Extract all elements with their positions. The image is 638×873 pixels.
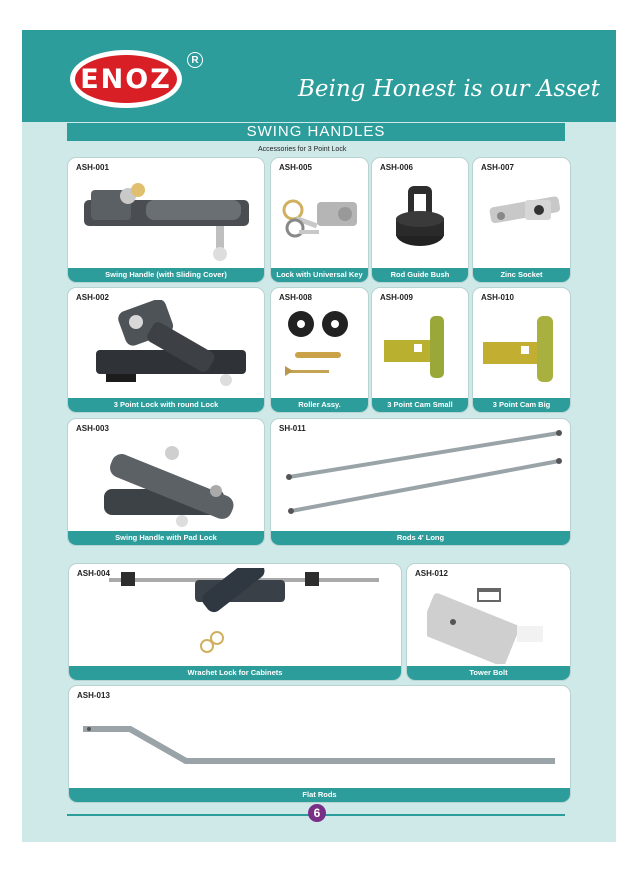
product-caption: Flat Rods [69, 788, 570, 802]
product-code: SH-011 [279, 424, 306, 433]
header-banner [22, 30, 616, 122]
wrachet-lock-image [99, 568, 389, 664]
product-caption: Rod Guide Bush [372, 268, 468, 282]
product-code: ASH-013 [77, 691, 110, 700]
product-caption: Lock with Universal Key [271, 268, 368, 282]
page-number: 6 [308, 804, 326, 822]
product-caption: Zinc Socket [473, 268, 570, 282]
product-card-ash-010 [472, 287, 571, 413]
cam-small-image [376, 302, 464, 392]
product-card-ash-003 [67, 418, 265, 546]
product-card-sh-011 [270, 418, 571, 546]
swing-handle-image [76, 170, 256, 266]
product-code: ASH-006 [380, 163, 413, 172]
product-card-ash-012 [406, 563, 571, 681]
product-caption: Swing Handle (with Sliding Cover) [68, 268, 264, 282]
product-card-ash-005 [270, 157, 369, 283]
product-code: ASH-010 [481, 293, 514, 302]
product-caption: Tower Bolt [407, 666, 570, 680]
rod-guide-bush-image [376, 172, 464, 262]
product-code: ASH-002 [76, 293, 109, 302]
tower-bolt-image [427, 578, 553, 664]
product-card-ash-001 [67, 157, 265, 283]
catalog-page [22, 30, 616, 842]
logo-text: ENOZ [80, 63, 172, 95]
section-subtitle: Accessories for 3 Point Lock [258, 146, 347, 153]
product-card-ash-009 [371, 287, 469, 413]
three-point-lock-image [76, 300, 256, 396]
product-caption: Roller Assy. [271, 398, 368, 412]
zinc-socket-image [477, 172, 567, 262]
product-caption: 3 Point Lock with round Lock [68, 398, 264, 412]
product-card-ash-013 [68, 685, 571, 803]
product-caption: Rods 4' Long [271, 531, 570, 545]
registered-mark: R [187, 52, 203, 68]
product-card-ash-004 [68, 563, 402, 681]
cam-big-image [477, 302, 567, 392]
product-card-ash-006 [371, 157, 469, 283]
roller-assy-image [275, 302, 365, 392]
section-title: SWING HANDLES [67, 123, 565, 141]
product-code: ASH-007 [481, 163, 514, 172]
product-code: ASH-005 [279, 163, 312, 172]
product-code: ASH-003 [76, 424, 109, 433]
lock-key-image [275, 172, 365, 262]
rods-image [277, 427, 567, 527]
product-code: ASH-004 [77, 569, 110, 578]
enoz-logo [70, 50, 182, 108]
product-caption: 3 Point Cam Big [473, 398, 570, 412]
product-caption: Wrachet Lock for Cabinets [69, 666, 401, 680]
product-caption: 3 Point Cam Small [372, 398, 468, 412]
flat-rod-image [77, 706, 563, 786]
product-card-ash-008 [270, 287, 369, 413]
product-code: ASH-001 [76, 163, 109, 172]
product-card-ash-002 [67, 287, 265, 413]
product-caption: Swing Handle with Pad Lock [68, 531, 264, 545]
swing-handle-pad-lock-image [76, 431, 256, 529]
product-card-ash-007 [472, 157, 571, 283]
tagline: Being Honest is our Asset [298, 76, 600, 102]
product-code: ASH-008 [279, 293, 312, 302]
product-code: ASH-009 [380, 293, 413, 302]
product-code: ASH-012 [415, 569, 448, 578]
